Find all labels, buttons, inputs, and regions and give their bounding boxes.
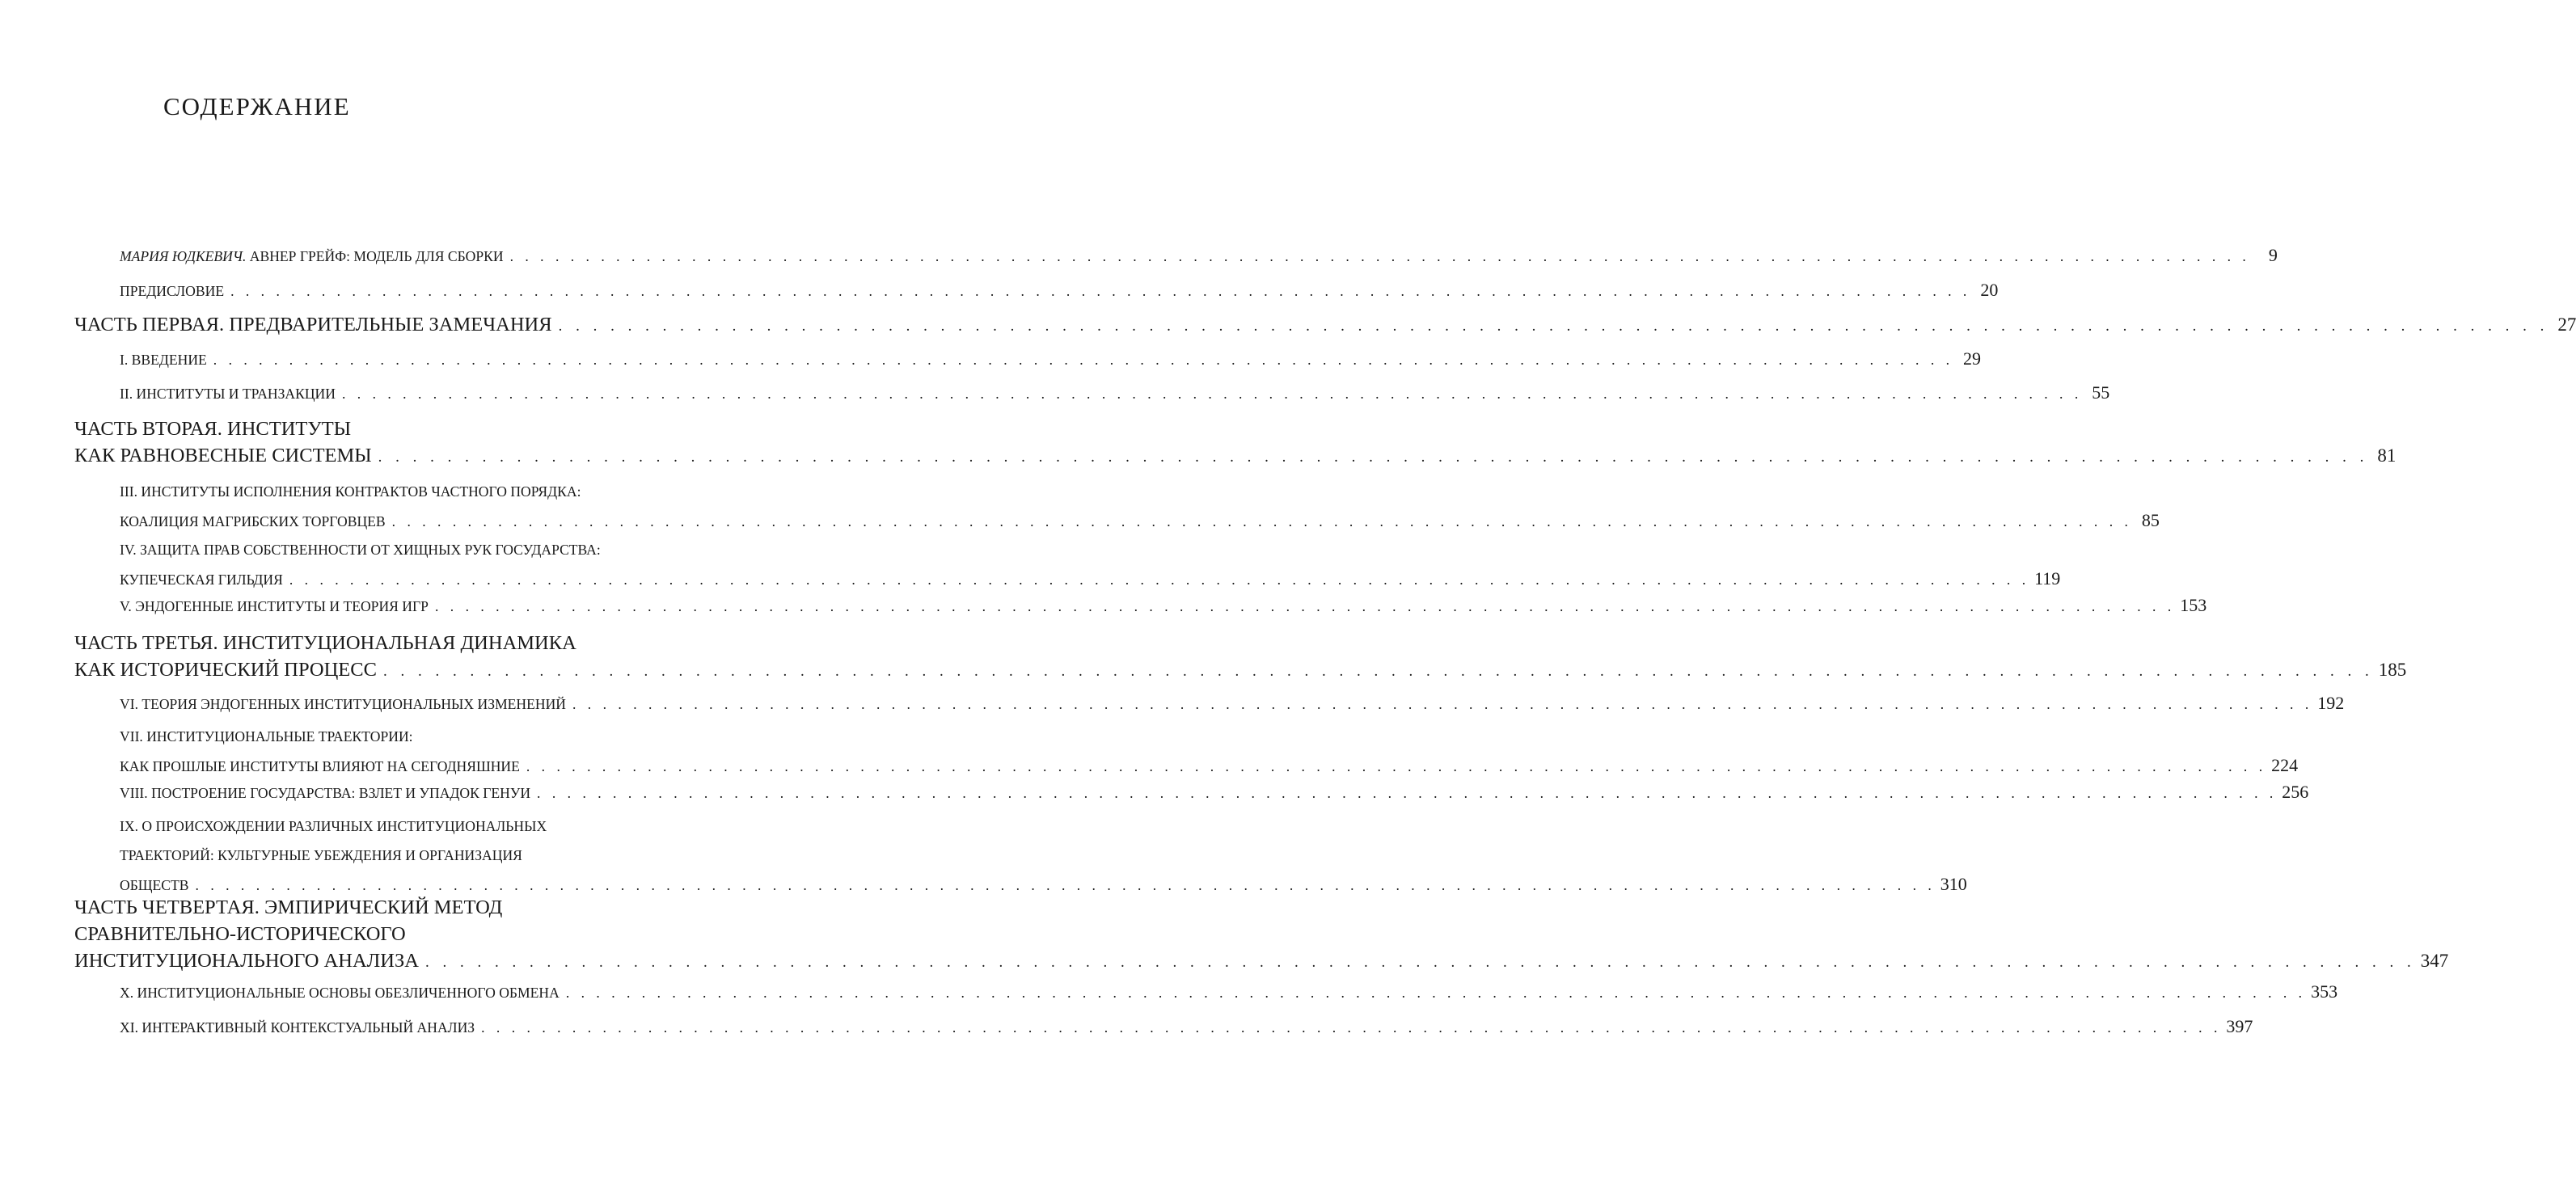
page-number: 310 [1940, 874, 1967, 894]
page-number: 347 [2420, 951, 2449, 971]
entry-title-line: СРАВНИТЕЛЬНО-ИСТОРИЧЕСКОГО [74, 923, 406, 945]
dot-leader: . . . . . . . . . . . . . . . . . . . . . . . . . . . . . . . . . . . . . . . . . . . . . . . . . . . . . . . . . . . . . . . . . . . . . . . . . . . . . . . . . . . . . . . . . . . . . . . . . . . . . . . . . . . . . . . . . . . [213, 352, 1954, 368]
toc-entry-part-2[interactable] [74, 416, 2397, 470]
toc-entry-chapter-11[interactable] [120, 1012, 2253, 1042]
entry-title-line: ЧАСТЬ ТРЕТЬЯ. ИНСТИТУЦИОНАЛЬНАЯ ДИНАМИКА [74, 632, 576, 654]
toc-entry-chapter-6[interactable] [120, 689, 2345, 719]
toc-entry-part-1[interactable] [74, 311, 2576, 340]
toc-entry-preface[interactable] [120, 276, 1999, 306]
toc-entry-chapter-10[interactable] [120, 977, 2338, 1007]
dot-leader: . . . . . . . . . . . . . . . . . . . . . . . . . . . . . . . . . . . . . . . . . . . . . . . . . . . . . . . . . . . . . . . . . . . . . . . . . . . . . . . . . . . . . . . . . . . . . . . . . . . . . . . . . . . . . . . . . . . [341, 386, 2083, 402]
toc-entry-chapter-5[interactable] [120, 591, 2207, 621]
toc-entry-chapter-7[interactable] [120, 722, 2299, 781]
dot-leader: . . . . . . . . . . . . . . . . . . . . . . . . . . . . . . . . . . . . . . . . . . . . . . . . . . . . . . . . . . . . . . . . . . . . . . . . . . . . . . . . . . . . . . . . . . . . . . . . . . . . . . . . . . . . . . . . . . . [434, 598, 2176, 614]
entry-title: II. ИНСТИТУТЫ И ТРАНЗАКЦИИ [120, 386, 336, 402]
page-number: 192 [2317, 693, 2345, 713]
dot-leader: . . . . . . . . . . . . . . . . . . . . . . . . . . . . . . . . . . . . . . . . . . . . . . . . . . . . . . . . . . . . . . . . . . . . . . . . . . . . . . . . . . . . . . . . . . . . . . . . . . . . . . . . . . . . . . . . . . . [230, 283, 1971, 299]
page-number: 55 [2092, 382, 2110, 403]
dot-leader: . . . . . . . . . . . . . . . . . . . . . . . . . . . . . . . . . . . . . . . . . . . . . . . . . . . . . . . . . . . . . . . . . . . . . . . . . . . . . . . . . . . . . . . . . . . . . . . . . . . . . . . . . . . . . . . . . . . [558, 318, 2549, 335]
dot-leader: . . . . . . . . . . . . . . . . . . . . . . . . . . . . . . . . . . . . . . . . . . . . . . . . . . . . . . . . . . . . . . . . . . . . . . . . . . . . . . . . . . . . . . . . . . . . . . . . . . . . . . . . . . . . . . . . . . . [391, 513, 2132, 529]
entry-title: ЧАСТЬ ПЕРВАЯ. ПРЕДВАРИТЕЛЬНЫЕ ЗАМЕЧАНИЯ [74, 314, 552, 335]
page-number: 119 [2034, 568, 2061, 588]
dot-leader: . . . . . . . . . . . . . . . . . . . . . . . . . . . . . . . . . . . . . . . . . . . . . . . . . . . . . . . . . . . . . . . . . . . . . . . . . . . . . . . . . . . . . . . . . . . . . . . . . . . . . . . . . . . . . . . . . . . [481, 1019, 2222, 1036]
page-title: СОДЕРЖАНИЕ [163, 92, 351, 120]
dot-leader: . . . . . . . . . . . . . . . . . . . . . . . . . . . . . . . . . . . . . . . . . . . . . . . . . . . . . . . . . . . . . . . . . . . . . . . . . . . . . . . . . . . . . . . . . . . . . . . . . . . . . . . . . . . . . . . . . . . [526, 758, 2267, 774]
toc-entry-chapter-3[interactable] [120, 477, 2160, 536]
toc-entry-chapter-8[interactable] [120, 778, 2309, 808]
entry-title-line: ЧАСТЬ ЧЕТВЕРТАЯ. ЭМПИРИЧЕСКИЙ МЕТОД [74, 896, 503, 918]
entry-title-line: КОАЛИЦИЯ МАГРИБСКИХ ТОРГОВЦЕВ [120, 513, 386, 529]
page-number: 185 [2378, 660, 2407, 680]
entry-title-line: ОБЩЕСТВ [120, 877, 189, 893]
entry-title-line: VII. ИНСТИТУЦИОНАЛЬНЫЕ ТРАЕКТОРИИ: [120, 728, 413, 745]
page-number: 27 [2557, 314, 2576, 335]
dot-leader: . . . . . . . . . . . . . . . . . . . . . . . . . . . . . . . . . . . . . . . . . . . . . . . . . . . . . . . . . . . . . . . . . . . . . . . . . . . . . . . . . . . . . . . . . . . . . . . . . . . . . . . . . . . . . . . . . . . [382, 663, 2374, 680]
dot-leader: . . . . . . . . . . . . . . . . . . . . . . . . . . . . . . . . . . . . . . . . . . . . . . . . . . . . . . . . . . . . . . . . . . . . . . . . . . . . . . . . . . . . . . . . . . . . . . . . . . . . . . . . . . . . . . . . . . . [289, 572, 2030, 588]
page-number: 29 [1963, 348, 1982, 369]
page-number: 224 [2271, 755, 2299, 775]
toc-entry-chapter-1[interactable] [120, 344, 1982, 374]
entry-title: VIII. ПОСТРОЕНИЕ ГОСУДАРСТВА: ВЗЛЕТ И УПАДОК ГЕНУИ [120, 785, 531, 801]
toc-entry-part-3[interactable] [74, 630, 2407, 685]
entry-title: ПРЕДИСЛОВИЕ [120, 283, 225, 299]
page-number: 353 [2311, 981, 2338, 1002]
entry-title-line: КУПЕЧЕСКАЯ ГИЛЬДИЯ [120, 572, 283, 588]
page-number: 397 [2226, 1016, 2253, 1036]
entry-title-line: ТРАЕКТОРИЙ: КУЛЬТУРНЫЕ УБЕЖДЕНИЯ И ОРГАНИЗАЦИЯ [120, 847, 522, 863]
entry-title-line: КАК РАВНОВЕСНЫЕ СИСТЕМЫ [74, 445, 372, 466]
toc-entry-part-4[interactable] [74, 894, 2449, 976]
page-number: 20 [1980, 280, 1999, 300]
page-number: 85 [2141, 510, 2160, 530]
toc-entry-author-essay[interactable] [120, 241, 2278, 271]
page-number: 9 [2268, 245, 2278, 265]
entry-title-line: ЧАСТЬ ВТОРАЯ. ИНСТИТУТЫ [74, 418, 352, 440]
dot-leader: . . . . . . . . . . . . . . . . . . . . . . . . . . . . . . . . . . . . . . . . . . . . . . . . . . . . . . . . . . . . . . . . . . . . . . . . . . . . . . . . . . . . . . . . . . . . . . . . . . . . . . . . . . . . . . . . . . . [378, 449, 2369, 466]
entry-title-line: КАК ПРОШЛЫЕ ИНСТИТУТЫ ВЛИЯЮТ НА СЕГОДНЯШНИЕ [120, 758, 520, 774]
entry-title: АВНЕР ГРЕЙФ: МОДЕЛЬ ДЛЯ СБОРКИ [249, 248, 504, 264]
dot-leader: . . . . . . . . . . . . . . . . . . . . . . . . . . . . . . . . . . . . . . . . . . . . . . . . . . . . . . . . . . . . . . . . . . . . . . . . . . . . . . . . . . . . . . . . . . . . . . . . . . . . . . . . . . . . . . . . . . . [565, 985, 2307, 1001]
page-number: 256 [2282, 782, 2309, 802]
entry-title-line: IX. О ПРОИСХОЖДЕНИИ РАЗЛИЧНЫХ ИНСТИТУЦИОНАЛЬНЫХ [120, 818, 547, 834]
page-number: 81 [2377, 445, 2397, 466]
dot-leader: . . . . . . . . . . . . . . . . . . . . . . . . . . . . . . . . . . . . . . . . . . . . . . . . . . . . . . . . . . . . . . . . . . . . . . . . . . . . . . . . . . . . . . . . . . . . . . . . . . . . . . . . . . . . . . . . . . . [572, 696, 2313, 712]
toc-entry-chapter-9[interactable] [120, 812, 1967, 900]
page-number: 153 [2180, 595, 2207, 615]
dot-leader: . . . . . . . . . . . . . . . . . . . . . . . . . . . . . . . . . . . . . . . . . . . . . . . . . . . . . . . . . . . . . . . . . . . . . . . . . . . . . . . . . . . . . . . . . . . . . . . . . . . . . . . . . . . . . . . . . . . [537, 785, 2278, 801]
entry-title-line: III. ИНСТИТУТЫ ИСПОЛНЕНИЯ КОНТРАКТОВ ЧАСТНОГО ПОРЯДКА: [120, 483, 581, 500]
dot-leader: . . . . . . . . . . . . . . . . . . . . . . . . . . . . . . . . . . . . . . . . . . . . . . . . . . . . . . . . . . . . . . . . . . . . . . . . . . . . . . . . . . . . . . . . . . . . . . . . . . . . . . . . . . . . . . . . . . . [195, 877, 1936, 893]
entry-title: XI. ИНТЕРАКТИВНЫЙ КОНТЕКСТУАЛЬНЫЙ АНАЛИЗ [120, 1019, 475, 1036]
entry-title: I. ВВЕДЕНИЕ [120, 352, 207, 368]
entry-title: X. ИНСТИТУЦИОНАЛЬНЫЕ ОСНОВЫ ОБЕЗЛИЧЕННОГО ОБМЕНА [120, 985, 560, 1001]
entry-title: V. ЭНДОГЕННЫЕ ИНСТИТУТЫ И ТЕОРИЯ ИГР [120, 598, 429, 614]
entry-title-line: ИНСТИТУЦИОНАЛЬНОГО АНАЛИЗА [74, 950, 419, 972]
dot-leader: . . . . . . . . . . . . . . . . . . . . . . . . . . . . . . . . . . . . . . . . . . . . . . . . . . . . . . . . . . . . . . . . . . . . . . . . . . . . . . . . . . . . . . . . . . . . . . . . . . . . . . . . . . . . . . . . . . . [509, 248, 2250, 264]
entry-title-line: IV. ЗАЩИТА ПРАВ СОБСТВЕННОСТИ ОТ ХИЩНЫХ РУК ГОСУДАРСТВА: [120, 542, 601, 558]
entry-title: VI. ТЕОРИЯ ЭНДОГЕННЫХ ИНСТИТУЦИОНАЛЬНЫХ ИЗМЕНЕНИЙ [120, 696, 566, 712]
entry-title-line: КАК ИСТОРИЧЕСКИЙ ПРОЦЕСС [74, 659, 377, 681]
toc-entry-chapter-2[interactable] [120, 378, 2110, 408]
entry-author: МАРИЯ ЮДКЕВИЧ. [120, 248, 247, 264]
toc-entry-chapter-4[interactable] [120, 535, 2061, 594]
dot-leader: . . . . . . . . . . . . . . . . . . . . . . . . . . . . . . . . . . . . . . . . . . . . . . . . . . . . . . . . . . . . . . . . . . . . . . . . . . . . . . . . . . . . . . . . . . . . . . . . . . . . . . . . . . . . . . . . . . . [424, 954, 2416, 971]
